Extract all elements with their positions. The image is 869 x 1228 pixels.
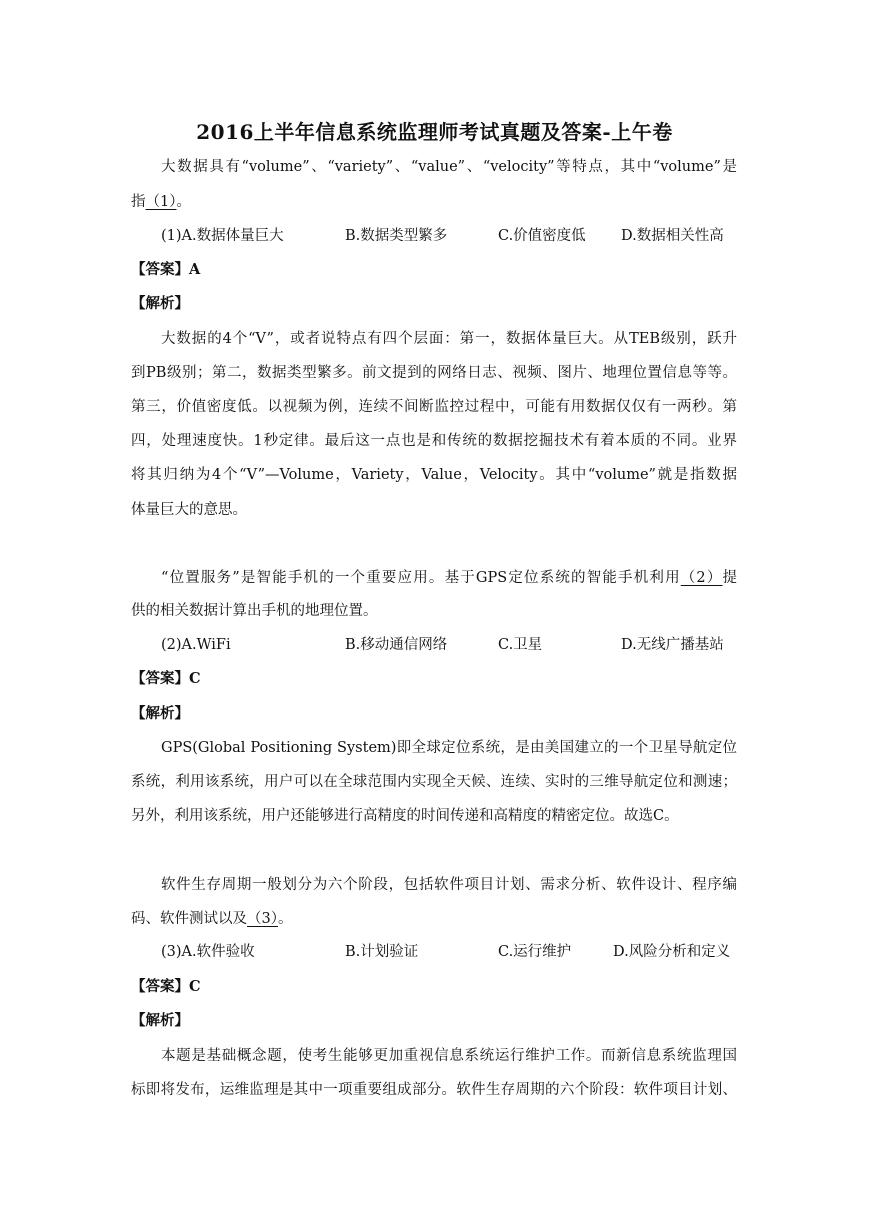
q3-option-c: C.运行维护 (498, 944, 572, 960)
q2-blank: （2） (680, 570, 723, 586)
q1-answer: 【答案】A (131, 261, 201, 278)
q1-blank: （1） (145, 194, 177, 210)
q3-option-d: D.风险分析和定义 (613, 944, 731, 960)
q3-blank: （3） (247, 911, 278, 927)
q2-analysis-line: 系统，利用该系统，用户可以在全球范围内实现全天候、连续、实时的三维导航定位和测速； (131, 774, 737, 790)
q3-analysis-heading: 【解析】 (131, 1012, 189, 1029)
q1-stem-line2: 指（1）。 (131, 194, 191, 210)
q3-stem-line1: 软件生存周期一般划分为六个阶段，包括软件项目计划、需求分析、软件设计、程序编 (161, 877, 737, 893)
q1-option-b: B.数据类型繁多 (345, 228, 448, 244)
q3-option-b: B.计划验证 (345, 944, 419, 960)
document-title: 2016上半年信息系统监理师考试真题及答案-上午卷 (196, 120, 673, 144)
q1-analysis-line: 第三，价值密度低。以视频为例，连续不间断监控过程中，可能有用数据仅仅有一两秒。第 (131, 399, 737, 415)
q1-analysis-line: 体量巨大的意思。 (131, 502, 247, 518)
q3-stem-line2: 码、软件测试以及（3）。 (131, 911, 293, 927)
q3-analysis-line: 本题是基础概念题，使考生能够更加重视信息系统运行维护工作。而新信息系统监理国 (161, 1048, 737, 1064)
q1-stem-line1: 大数据具有“volume”、“variety”、“value”、“velocity”等特点，其中“volume”是 (161, 159, 737, 175)
q3-option-a: (3)A.软件验收 (161, 944, 255, 960)
q2-stem-line2: 供的相关数据计算出手机的地理位置。 (131, 603, 378, 619)
q2-analysis-line: 另外，利用该系统，用户还能够进行高精度的时间传递和高精度的精密定位。故选C。 (131, 808, 679, 824)
q2-option-c: C.卫星 (498, 637, 543, 653)
q2-option-a: (2)A.WiFi (161, 637, 231, 653)
q2-analysis-line: GPS(Global Positioning System)即全球定位系统，是由美国建立的一个卫星导航定位 (161, 740, 737, 756)
q2-option-b: B.移动通信网络 (345, 637, 448, 653)
q1-analysis-line: 大数据的4个“V”，或者说特点有四个层面：第一，数据体量巨大。从TEB级别，跃升 (161, 331, 737, 347)
q1-option-c: C.价值密度低 (498, 228, 586, 244)
q3-answer: 【答案】C (131, 978, 201, 995)
q2-stem-line1: “位置服务”是智能手机的一个重要应用。基于GPS定位系统的智能手机利用（2）提 (161, 570, 737, 586)
q1-analysis-line: 将其归纳为4个“V”—Volume，Variety，Value，Velocity。其中“volume”就是指数据 (131, 467, 737, 483)
q1-analysis-heading: 【解析】 (131, 295, 189, 312)
q1-option-a: (1)A.数据体量巨大 (161, 228, 284, 244)
q2-answer: 【答案】C (131, 670, 201, 687)
q1-analysis-line: 到PB级别；第二，数据类型繁多。前文提到的网络日志、视频、图片、地理位置信息等等。 (131, 365, 737, 381)
q2-option-d: D.无线广播基站 (621, 637, 724, 653)
q2-analysis-heading: 【解析】 (131, 705, 189, 722)
q1-option-d: D.数据相关性高 (621, 228, 724, 244)
q1-analysis-line: 四，处理速度快。1秒定律。最后这一点也是和传统的数据挖掘技术有着本质的不同。业界 (131, 433, 737, 449)
q3-analysis-line: 标即将发布，运维监理是其中一项重要组成部分。软件生存周期的六个阶段：软件项目计划、 (131, 1082, 737, 1098)
